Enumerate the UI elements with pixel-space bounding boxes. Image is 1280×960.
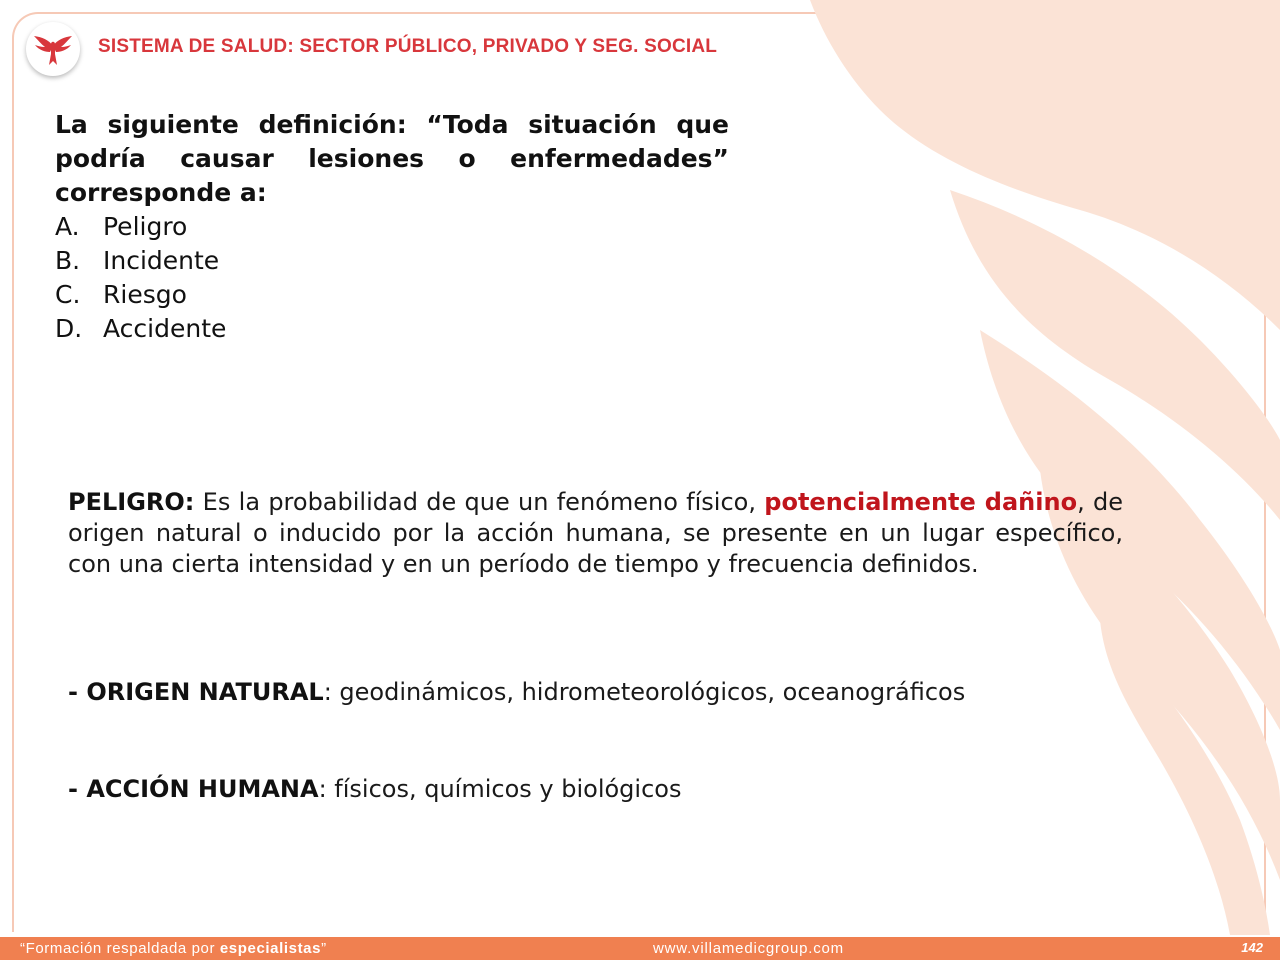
phoenix-logo-icon bbox=[26, 22, 80, 76]
question-text: La siguiente definición: “Toda situación que podría causar lesiones o enfermedades” corresponde a: bbox=[55, 110, 729, 207]
bullet-dash: - bbox=[68, 678, 87, 706]
footer-slogan bbox=[20, 940, 327, 957]
origin-natural-item bbox=[68, 678, 965, 706]
phoenix-watermark-icon bbox=[680, 0, 1280, 935]
option-text: Peligro bbox=[103, 212, 188, 241]
option-d bbox=[55, 312, 226, 346]
definition-term: PELIGRO: bbox=[68, 488, 195, 516]
definition-text-2: , de origen natural o inducido por la acción humana, se presente en un lugar específico, con una cierta intensidad y en un período de tiempo y frecuencia definidos. bbox=[68, 488, 1124, 578]
footer-bar bbox=[0, 937, 1280, 960]
slogan-prefix: “Formación respaldada por bbox=[20, 940, 220, 957]
human-action-item bbox=[68, 775, 681, 803]
footer-url-link[interactable]: www.villamedicgroup.com bbox=[653, 940, 844, 957]
slogan-suffix: ” bbox=[321, 940, 327, 957]
human-action-label: ACCIÓN HUMANA bbox=[86, 775, 319, 803]
option-b bbox=[55, 244, 226, 278]
option-letter: B. bbox=[55, 246, 81, 275]
slogan-bold: especialistas bbox=[219, 940, 322, 957]
option-letter: A. bbox=[55, 212, 80, 241]
origin-natural-label: ORIGEN NATURAL bbox=[86, 678, 324, 706]
option-letter: C. bbox=[55, 280, 81, 309]
option-letter: D. bbox=[55, 314, 83, 343]
header-title: SISTEMA DE SALUD: SECTOR PÚBLICO, PRIVADO Y SEG. SOCIAL bbox=[98, 36, 718, 57]
option-text: Riesgo bbox=[103, 280, 187, 309]
option-text: Accidente bbox=[103, 314, 227, 343]
bullet-dash: - bbox=[68, 775, 87, 803]
page-number: 142 bbox=[1241, 940, 1263, 955]
origin-natural-text: : geodinámicos, hidrometeorológicos, oceanográficos bbox=[323, 678, 966, 706]
option-a bbox=[55, 210, 226, 244]
option-text: Incidente bbox=[103, 246, 220, 275]
human-action-text: : físicos, químicos y biológicos bbox=[318, 775, 682, 803]
answer-options bbox=[55, 210, 226, 346]
definition-paragraph bbox=[68, 487, 1123, 580]
definition-highlight: potencialmente dañino bbox=[764, 488, 1078, 516]
option-c bbox=[55, 278, 226, 312]
definition-text-1: Es la probabilidad de que un fenómeno físico, bbox=[194, 488, 765, 516]
